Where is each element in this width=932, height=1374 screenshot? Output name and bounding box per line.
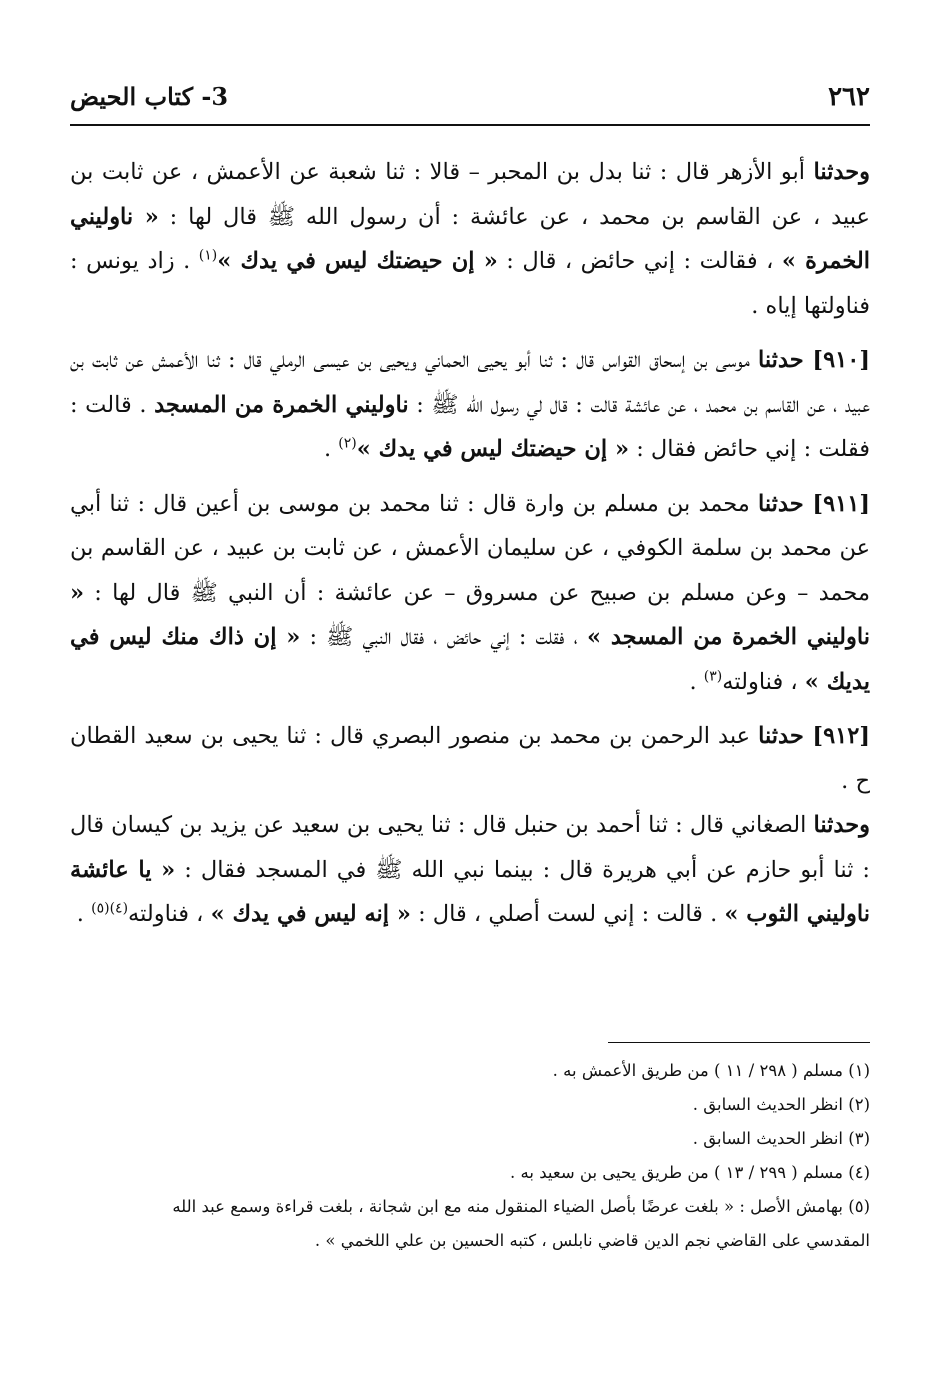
header-divider [70, 124, 870, 126]
footnote-ref[interactable]: (٢) [338, 435, 357, 452]
hadith-number-opener: [٩١٠] حدثنا [757, 347, 871, 373]
text-segment: ، فقالت : إني حائض ، قال : [497, 248, 782, 274]
hadith-quote: « إن حيضتك ليس في يدك » [356, 436, 630, 462]
main-text [70, 150, 870, 937]
text-segment: ، فناولته [722, 668, 805, 695]
footnote-2: (٢) انظر الحديث السابق . [692, 1095, 870, 1114]
footnote-5-line-2: المقدسي على القاضي نجم الدين قاضي نابلس ، كتبه الحسين بن علي اللخمي » . [314, 1231, 870, 1250]
footnote-ref[interactable]: (٣) [703, 668, 723, 684]
paragraph-910 [70, 338, 870, 472]
hadith-quote: « ناوليني الخمرة من المسجد » [70, 579, 870, 650]
text-segment: . قالت : فقلت : إني حائض فقال : [70, 391, 870, 462]
text-segment: الصغاني قال : ثنا أحمد بن حنبل قال : ثنا يحيى بن سعيد عن يزيد بن كيسان قال : ثنا أبو حازم عن أبي هريرة قال : بينما نبي الله ﷺ في المسجد فقال : [70, 812, 870, 883]
text-segment: موسى بن إسحاق القواس قال : ثنا أبو يحيى الحماني ويحيى بن عيسى الرملي قال : ثنا الأعمش عن ثابت بن عبيد ، عن القاسم بن محمد ، عن عائشة قالت : قال لي رسول الله ﷺ : [70, 347, 870, 418]
text-segment: محمد بن مسلم بن وارة قال : ثنا محمد بن موسى بن أعين قال : ثنا أبي عن محمد بن سلمة الكوفي ، عن سليمان الأعمش ، عن ثابت بن عبيد ، عن القاسم بن محمد – وعن مسلم بن صبيح عن مسروق – عن عائشة : أن النبي ﷺ قال لها : [70, 490, 870, 606]
text-segment: أبو الأزهر قال : ثنا بدل بن المحبر – قالا : ثنا شعبة عن الأعمش ، عن ثابت بن عبيد ، عن القاسم بن محمد ، عن عائشة : أن رسول الله ﷺ قال لها : [70, 159, 870, 230]
text-segment: ، فقلت : إني حائض ، فقال النبي ﷺ : [300, 624, 587, 650]
footnote-5 [70, 1190, 870, 1258]
footnote-5-line-1: (٥) بهامش الأصل : « بلغت عرضًا بأصل الضياء المنقول منه مع ابن شجانة ، بلغت قراءة وسمع عبد الله [172, 1197, 870, 1216]
narration-opener: وحدثنا [813, 812, 870, 838]
text-segment: عبد الرحمن بن محمد بن منصور البصري قال : ثنا يحيى بن سعيد القطان ح . [70, 723, 870, 794]
footnote-1: (١) مسلم ( ٢٩٨ / ١١ ) من طريق الأعمش به . [552, 1061, 870, 1080]
footnotes [70, 1054, 870, 1258]
paragraph-saghani [70, 803, 870, 937]
narration-opener: وحدثنا [813, 159, 870, 185]
footnote-divider [608, 1042, 870, 1043]
hadith-number-opener: [٩١١] حدثنا [757, 490, 870, 517]
hadith-quote: ناوليني الخمرة من المسجد [154, 391, 409, 418]
text-segment: . قالت : إني لست أصلي ، قال : [410, 901, 725, 927]
footnote-3: (٣) انظر الحديث السابق . [692, 1129, 870, 1148]
book-page [70, 78, 870, 1338]
hadith-quote: « إن حيضتك ليس في يدك » [217, 248, 498, 274]
text-segment: . [323, 436, 339, 462]
text-segment: . زاد يونس : فناولتها إياه . [70, 248, 870, 319]
text-segment: . [76, 901, 92, 927]
paragraph-abul-azhar [70, 150, 870, 328]
text-segment: . [689, 668, 704, 695]
page-header [70, 78, 870, 122]
hadith-quote: « ناوليني الخمرة » [70, 203, 870, 274]
paragraph-911 [70, 482, 870, 705]
chapter-title: 3- كتاب الحيض [70, 82, 229, 111]
hadith-quote: « يا عائشة ناوليني الثوب » [70, 856, 870, 927]
paragraph-912 [70, 714, 870, 803]
hadith-quote: « إنه ليس في يدك » [210, 901, 411, 927]
page-number: ٢٦٢ [828, 82, 870, 112]
footnote-ref[interactable]: (٤)(٥) [91, 900, 129, 917]
text-segment: ، فناولته [128, 901, 211, 927]
hadith-quote: « إن ذاك منك ليس في يديك » [70, 624, 870, 695]
hadith-number-opener: [٩١٢] حدثنا [758, 723, 871, 749]
footnote-ref[interactable]: (١) [198, 247, 218, 264]
footnote-4: (٤) مسلم ( ٢٩٩ / ١٣ ) من طريق يحيى بن سعيد به . [510, 1163, 870, 1182]
